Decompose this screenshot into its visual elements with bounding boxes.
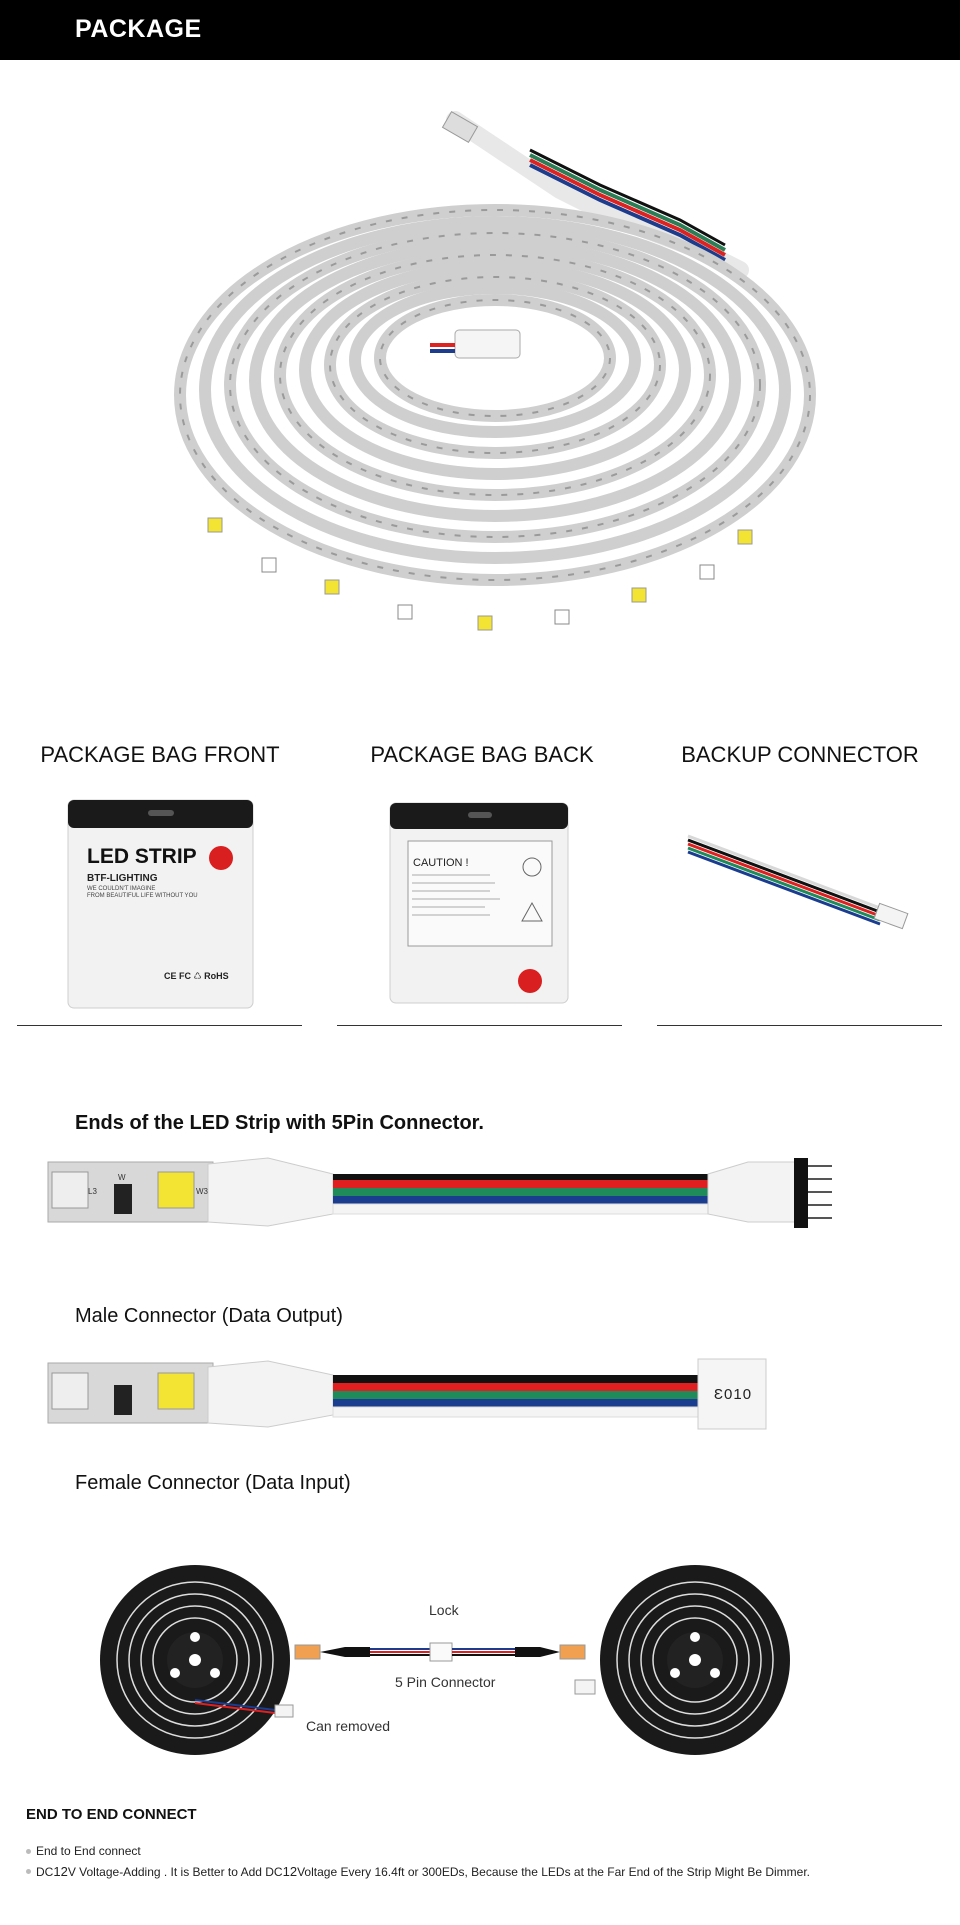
header-bar: [0, 0, 960, 60]
bullet-dot: [26, 1849, 31, 1854]
section-title-end-to-end: END TO END CONNECT: [26, 1806, 197, 1823]
bullet-dot: [26, 1869, 31, 1874]
bag-front-marks: CE FC ♺ RoHS: [164, 971, 229, 981]
section-title-ends: [75, 1112, 484, 1135]
note-voltage-c: V Voltage-Adding . It is Better to Add DC: [67, 1864, 283, 1879]
strip-mark-w3: W3: [196, 1187, 208, 1196]
note-voltage-b: 12: [53, 1864, 68, 1879]
strip-end-5pin-image: [48, 1150, 848, 1240]
end-to-end-diagram: [95, 1565, 815, 1745]
title-package-bag-back: PACKAGE BAG BACK: [370, 742, 594, 767]
section-title-female: Female Connector (Data Input): [75, 1472, 351, 1494]
female-end-tag: Ɛ010: [714, 1386, 753, 1403]
section-title-ends-suffix: Pin Connector.: [342, 1112, 484, 1134]
hero-image-led-coil: [0, 60, 960, 700]
title-backup-connector: BACKUP CONNECTOR: [681, 742, 919, 767]
note-voltage-d: 12: [282, 1864, 298, 1879]
note-voltage-a: DC: [36, 1864, 54, 1879]
led-coil-illustration: [0, 60, 960, 700]
title-package-bag-front: PACKAGE BAG FRONT: [40, 742, 280, 767]
divider-line-1: [17, 1025, 302, 1026]
bag-front-tagline-1: WE COULDN'T IMAGINE: [87, 886, 156, 892]
bag-front-brand: LED STRIP: [87, 845, 197, 868]
strip-mark-w: W: [118, 1173, 126, 1182]
backup-connector-image: [680, 820, 920, 930]
page-title: PACKAGE: [75, 15, 202, 43]
strip-mark-l3: L3: [88, 1187, 97, 1196]
section-title-ends-num: 5: [331, 1112, 343, 1134]
diagram-label-5pin-connector: 5 Pin Connector: [395, 1674, 496, 1690]
section-title-ends-prefix: Ends of the LED Strip with: [75, 1112, 332, 1134]
divider-line-2: [337, 1025, 622, 1026]
diagram-label-lock: Lock: [429, 1602, 459, 1618]
note-voltage-adding: [26, 1864, 810, 1879]
note-end-to-end: [26, 1844, 141, 1858]
package-bag-back-image: [390, 803, 568, 1003]
bag-front-tagline-2: FROM BEAUTIFUL LIFE WITHOUT YOU: [87, 893, 198, 899]
bag-back-caution: CAUTION !: [413, 857, 469, 869]
note-voltage-e: Voltage Every 16.4ft or 300EDs, Because the LEDs at the Far End of the Strip Might Be Dimmer.: [297, 1864, 811, 1879]
divider-line-3: [657, 1025, 942, 1026]
note-end-to-end-text: End to End connect: [36, 1844, 141, 1858]
bag-front-maker: BTF-LIGHTING: [87, 873, 158, 884]
section-title-male: Male Connector (Data Output): [75, 1305, 343, 1327]
diagram-label-can-removed: Can removed: [306, 1718, 391, 1734]
reel-left: [100, 1565, 290, 1755]
strip-male-connector-image: [48, 1355, 788, 1435]
reel-right: [600, 1565, 790, 1755]
